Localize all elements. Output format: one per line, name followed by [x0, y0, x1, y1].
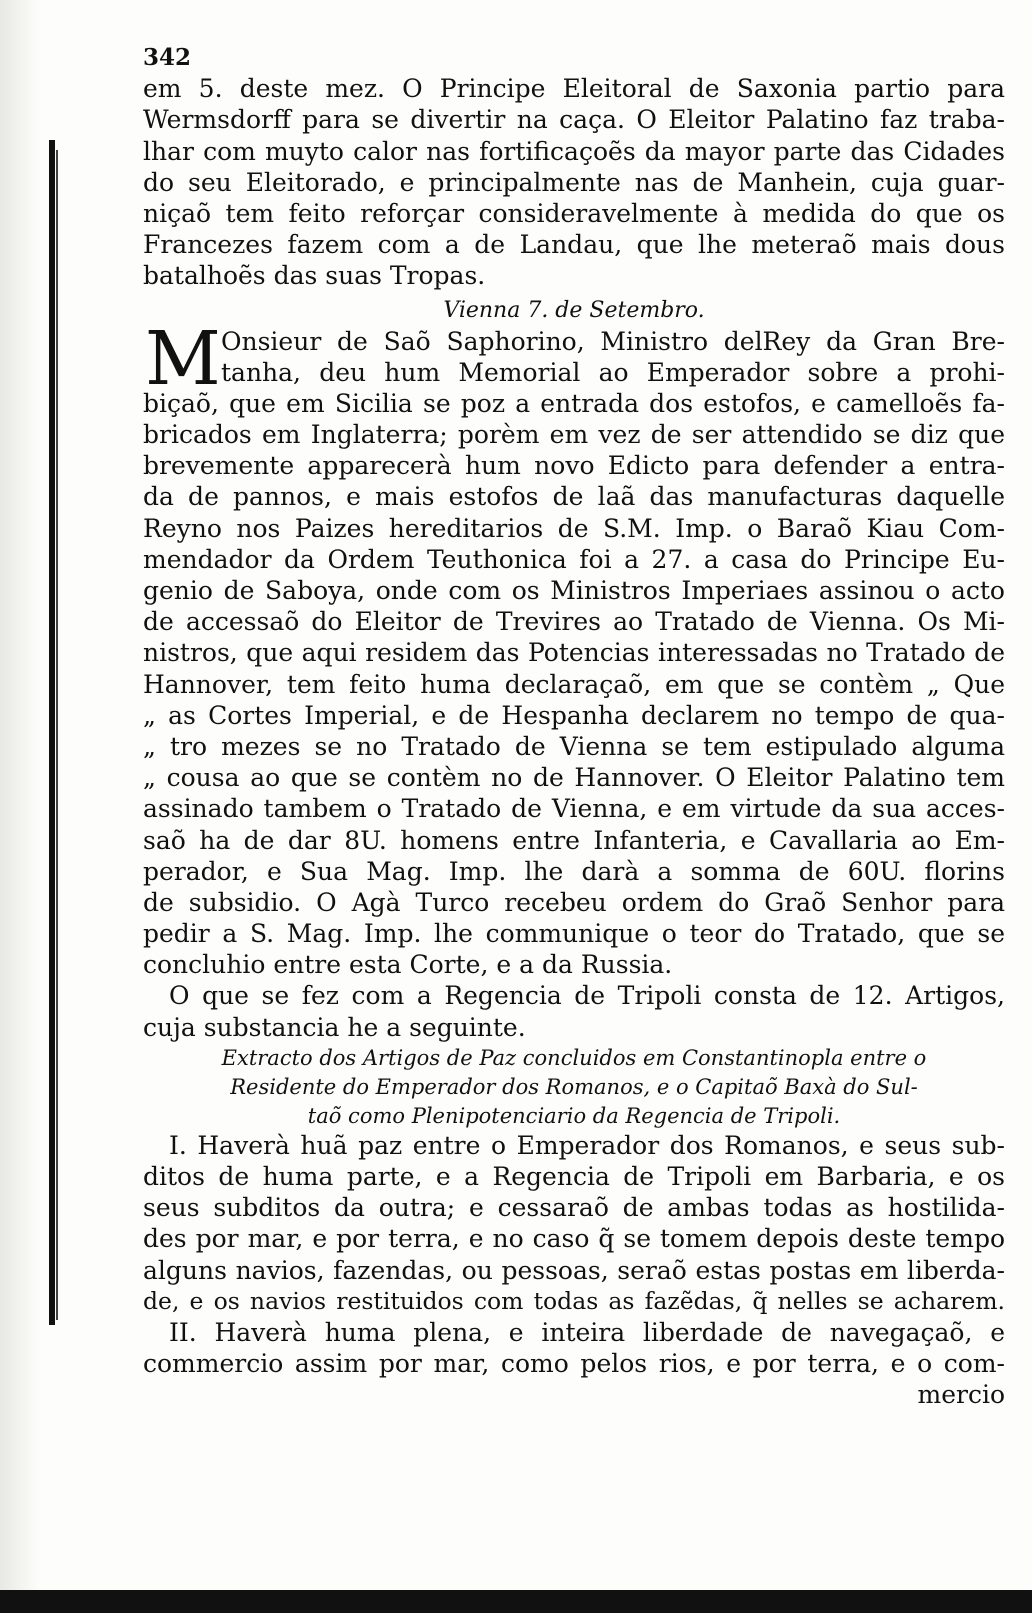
text-line: de accessaõ do Eleitor de Trevires ao Tratado de Vienna. Os Mi- [143, 607, 1005, 637]
text-line: pedir a S. Mag. Imp. lhe communique o teor do Tratado, que se [143, 919, 1005, 949]
text-line: „ as Cortes Imperial, e de Hespanha declarem no tempo de qua- [143, 700, 1005, 730]
extract-heading-line: Residente do Emperador dos Romanos, e o Capitaõ Baxà do Sul- [230, 1074, 918, 1099]
extract-heading [143, 1043, 1005, 1130]
page-text [143, 42, 1005, 1411]
text-line: des por mar, e por terra, e no caso q̃ se tomem depois deste tempo [143, 1224, 1005, 1254]
text-line: I. Haverà huã paz entre o Emperador dos Romanos, e seus sub- [169, 1130, 1005, 1160]
text-line: perador, e Sua Mag. Imp. lhe darà a somma de 60U. florins [143, 856, 1005, 886]
text-line: genio de Saboya, onde com os Ministros Imperiaes assinou o acto [143, 576, 1005, 605]
intro-paragraph [143, 73, 1005, 291]
text-line: Francezes fazem com a de Landau, que lhe meteraõ mais dous [143, 230, 1005, 260]
binding-edge-inner [56, 150, 58, 1320]
text-line: O que se fez com a Regencia de Tripoli consta de 12. Artigos, [169, 981, 1005, 1011]
text-line: nistros, que aqui residem das Potencias interessadas no Tratado de [143, 638, 1005, 668]
text-line: em 5. deste mez. O Principe Eleitoral de Saxonia partio para [143, 74, 1005, 104]
tripoli-paragraph [143, 980, 1005, 1042]
text-line: tanha, deu hum Memorial ao Emperador sobre a prohi- [221, 357, 1005, 387]
text-line: lhar com muyto calor nas fortificaçoẽs da mayor parte das Cidades [143, 136, 1005, 166]
scan-bottom-edge [0, 1590, 1032, 1613]
text-line: de subsidio. O Agà Turco recebeu ordem do Graõ Senhor para [143, 887, 1005, 917]
text-line: Onsieur de Saõ Saphorino, Ministro delRey da Gran Bre- [221, 326, 1005, 356]
text-line: bricados em Inglaterra; porèm em vez de ser attendido se diz que [143, 420, 1005, 450]
text-line: cuja substancia he a seguinte. [143, 1012, 526, 1042]
page-gutter-shadow [0, 0, 40, 1613]
text-line: da de pannos, e mais estofos de laã das manufacturas daquelle [143, 482, 1005, 512]
vienna-paragraph [143, 315, 1005, 981]
text-line: commercio assim por mar, como pelos rios, e por terra, e o com- [143, 1349, 1005, 1379]
article-2 [143, 1317, 1005, 1411]
text-line: niçaõ tem feito reforçar consideravelmente à medida do que os [143, 198, 1005, 228]
text-line: mendador da Ordem Teuthonica foi a 27. a casa do Principe Eu- [143, 544, 1005, 574]
text-line: do seu Eleitorado, e principalmente nas de Manhein, cuja guar- [143, 167, 1005, 197]
text-line: „ tro mezes se no Tratado de Vienna se tem estipulado alguma [143, 731, 1005, 761]
text-line: assinado tambem o Tratado de Vienna, e em virtude da sua acces- [143, 794, 1005, 824]
text-line: Hannover, tem feito huma declaraçaõ, em que se contèm „ Que [143, 669, 1005, 699]
dateline-heading: Vienna 7. de Setembro. [443, 297, 705, 323]
text-line: seus subditos da outra; e cessaraõ de ambas todas as hostilida- [143, 1193, 1005, 1223]
text-line: Reyno nos Paizes hereditarios de S.M. Imp. o Baraõ Kiau Com- [143, 513, 1005, 543]
text-line: de, e os navios restituidos com todas as fazẽdas, q̃ nelles se acharem. [143, 1286, 1005, 1315]
text-line: Wermsdorff para se divertir na caça. O Eleitor Palatino faz traba- [143, 105, 1005, 135]
text-line: batalhoẽs das suas Tropas. [143, 261, 486, 291]
text-line: concluhio entre esta Corte, e a da Russia. [143, 950, 673, 980]
page-number: 342 [143, 44, 192, 71]
dropcap-block [143, 315, 1005, 402]
text-line: biçaõ, que em Sicilia se poz a entrada dos estofos, e camelloẽs fa- [143, 388, 1005, 418]
text-line: „ cousa ao que se contèm no de Hannover. O Eleitor Palatino tem [143, 763, 1005, 793]
article-1 [143, 1130, 1005, 1317]
text-line: brevemente apparecerà hum novo Edicto para defender a entra- [143, 451, 1005, 481]
binding-edge [49, 140, 55, 1325]
extract-heading-line: taõ como Plenipotenciario da Regencia de Tripoli. [307, 1103, 841, 1128]
text-line: ditos de huma parte, e a Regencia de Tripoli em Barbaria, e os [143, 1162, 1005, 1191]
drop-cap: M [145, 315, 221, 402]
text-line: saõ ha de dar 8U. homens entre Infanteria, e Cavallaria ao Em- [143, 825, 1005, 855]
extract-heading-line: Extracto dos Artigos de Paz concluidos em Constantinopla entre o [221, 1045, 927, 1070]
text-line: alguns navios, fazendas, ou pessoas, seraõ estas postas em liberda- [143, 1255, 1005, 1285]
text-line: II. Haverà huma plena, e inteira liberdade de navegaçaõ, e [169, 1317, 1005, 1347]
catchword: mercio [917, 1380, 1005, 1410]
